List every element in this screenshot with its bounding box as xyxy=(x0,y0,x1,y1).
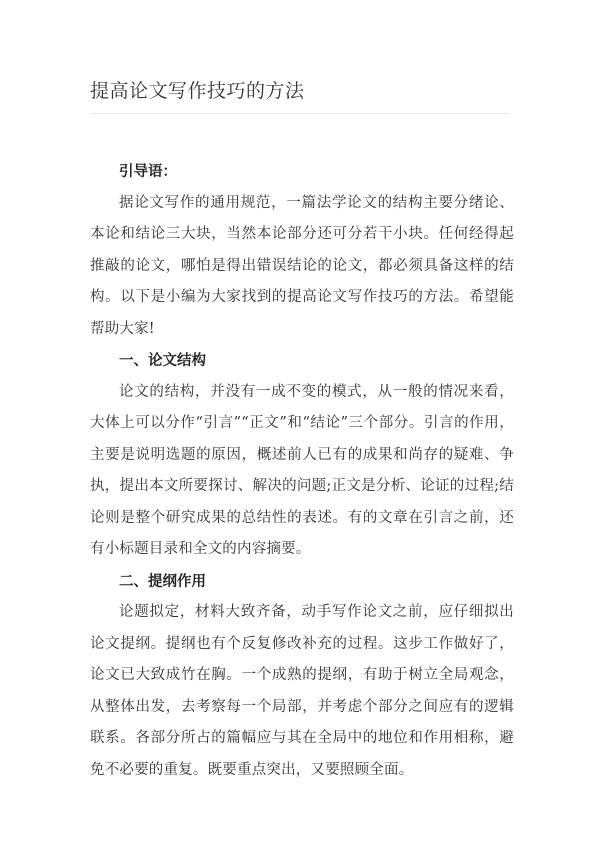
paragraph-outline: 论题拟定，材料大致齐备，动手写作论文之前，应仔细拟出论文提纲。提纲也有个反复修改补充的过程。这步工作做好了，论文已大致成竹在胸。一个成熟的提纲，有助于树立全局观念，从整体出发，去考察每一个局部，并考虑个部分之间应有的逻辑联系。各部分所占的篇幅应与其在全局中的地位和作用相称，避免不必要的重复。既要重点突出，又要照顾全面。 xyxy=(90,604,514,778)
title-divider xyxy=(90,113,510,114)
paragraph-intro: 据论文写作的通用规范，一篇法学论文的结构主要分绪论、本论和结论三大块，当然本论部分还可分若干小块。任何经得起推敲的论文，哪怕是得出错误结论的论文，都必须具备这样的结构。以下是小编为大家找到的提高论文写作技巧的方法。希望能帮助大家! xyxy=(90,194,514,337)
document-body xyxy=(90,156,514,786)
section-heading-structure: 一、论文结构 xyxy=(119,352,206,369)
paragraph-structure: 论文的结构，并没有一成不变的模式，从一般的情况来看，大体上可以分作“引言”“正文”和“结论”三个部分。引言的作用，主要是说明选题的原因，概述前人已有的成果和尚存的疑难、争执，提出本文所要探讨、解决的问题;正文是分析、论证的过程;结论则是整个研究成果的总结性的表述。有的文章在引言之前，还有小标题目录和全文的内容摘要。 xyxy=(90,383,514,557)
section-heading-intro: 引导语： xyxy=(119,163,177,180)
section-heading-outline: 二、提纲作用 xyxy=(119,572,206,590)
document-title: 提高论文写作技巧的方法 xyxy=(90,80,305,102)
